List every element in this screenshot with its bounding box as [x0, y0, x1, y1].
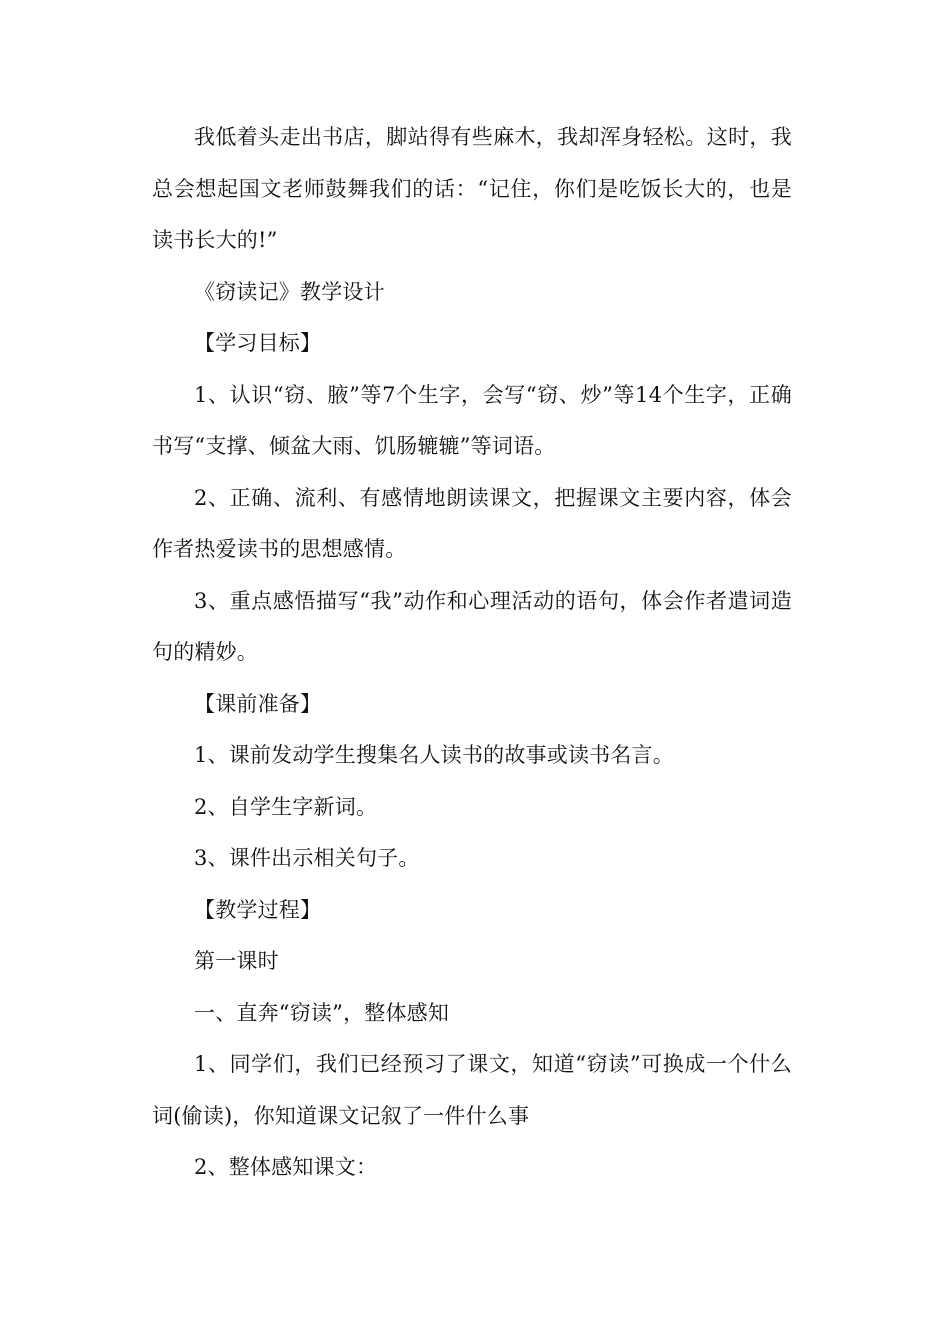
step-heading-1: 一、直奔“窃读”，整体感知: [194, 1000, 450, 1025]
lesson-plan-title: 《窃读记》教学设计: [194, 279, 385, 304]
section-heading-learning-goals: 【学习目标】: [194, 331, 322, 355]
document-body: [152, 112, 792, 1194]
lesson-period-label: 第一课时: [194, 949, 279, 973]
step-item-2: 2、整体感知课文：: [194, 1155, 378, 1179]
preparation-item-2: 2、自学生字新词。: [194, 794, 378, 819]
goal-item-2: 2、正确、流利、有感情地朗读课文，把握课文主要内容，体会作者热爱读书的思想感情。: [152, 485, 792, 561]
step-item-1: 1、同学们，我们已经预习了课文，知道“窃读”可换成一个什么词(偷读)，你知道课文记叙了一件什么事: [152, 1052, 792, 1128]
section-heading-process: 【教学过程】: [194, 897, 322, 922]
paragraph-closing-quote: 我低着头走出书店，脚站得有些麻木，我却浑身轻松。这时，我总会想起国文老师鼓舞我们的话：“记住，你们是吃饭长大的，也是读书长大的!”: [152, 125, 792, 252]
goal-item-1: 1、认识“窃、腋”等7个生字，会写“窃、炒”等14个生字，正确书写“支撑、倾盆大雨、饥肠辘辘”等词语。: [152, 382, 792, 458]
preparation-item-3: 3、课件出示相关句子。: [194, 846, 420, 870]
goal-item-3: 3、重点感悟描写“我”动作和心理活动的语句，体会作者遣词造句的精妙。: [152, 588, 792, 664]
section-heading-preparation: 【课前准备】: [194, 691, 322, 716]
preparation-item-1: 1、课前发动学生搜集名人读书的故事或读书名言。: [194, 743, 674, 767]
